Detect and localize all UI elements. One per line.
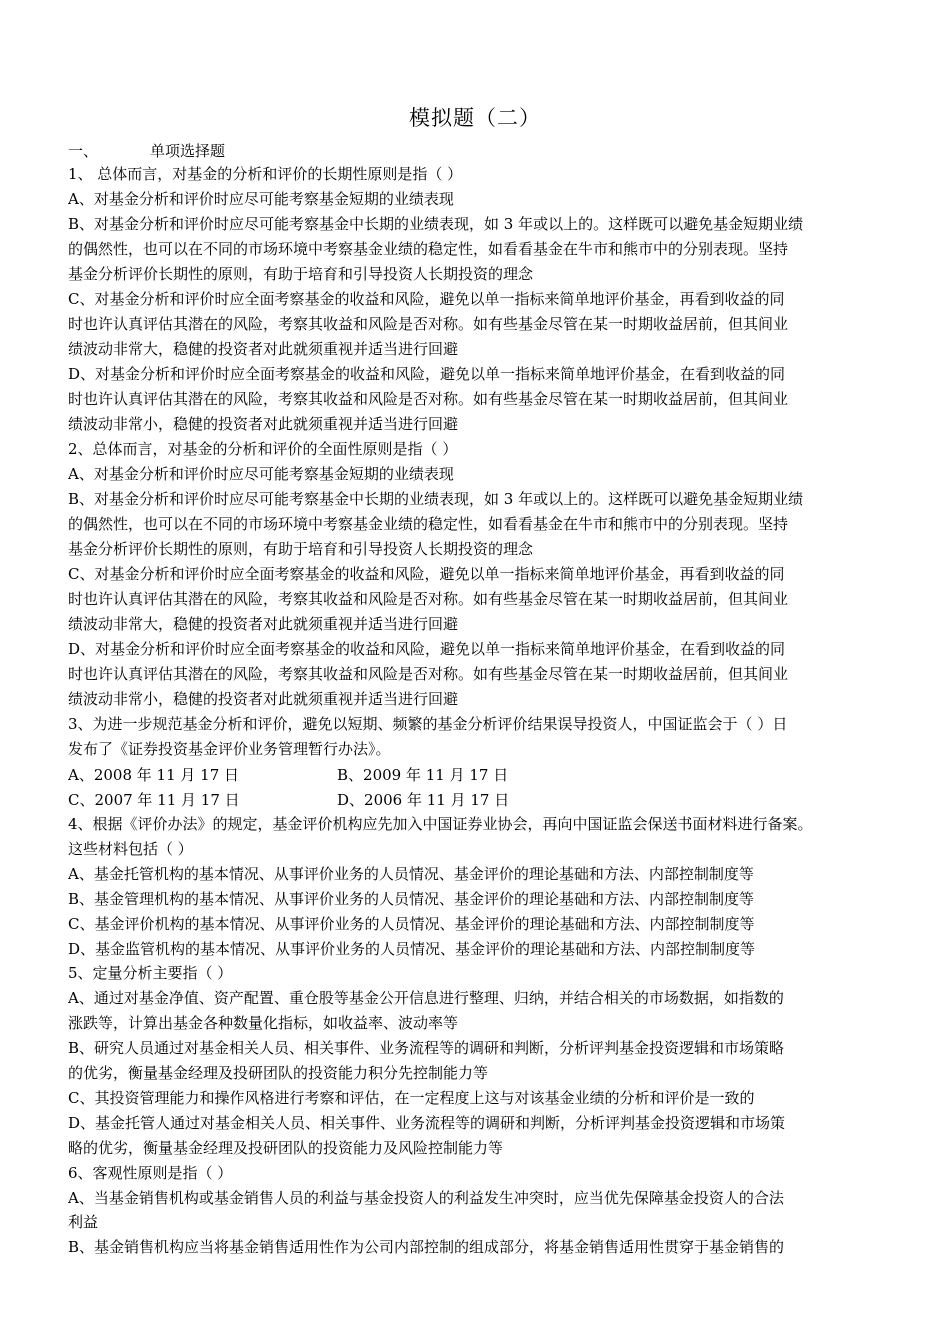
text-line: B、研究人员通过对基金相关人员、相关事件、业务流程等的调研和判断，分析评判基金投资逻辑和市场策略 [68,1039,785,1058]
text-line: 绩波动非常大，稳健的投资者对此就须重视并适当进行回避 [68,615,459,633]
text-line: C、基金评价机构的基本情况、从事评价业务的人员情况、基金评价的理论基础和方法、内部控制制度等 [68,914,755,933]
text-line: D、对基金分析和评价时应全面考察基金的收益和风险，避免以单一指标来简单地评价基金，在看到收益的同 [68,365,786,383]
text-line: A、对基金分析和评价时应尽可能考察基金短期的业绩表现 [68,465,454,483]
text-line: 时也许认真评估其潜在的风险，考察其收益和风险是否对称。如有些基金尽管在某一时期收益居前，但其间业 [68,390,789,408]
text-line: D、基金托管人通过对基金相关人员、相关事件、业务流程等的调研和判断，分析评判基金投资逻辑和市场策 [68,1113,786,1132]
text-line: 4、根据《评价办法》的规定，基金评价机构应先加入中国证券业协会，再向中国证监会保送书面材料进行备案。 [68,815,813,833]
q3-options-row-1 [68,763,888,787]
section-heading [68,139,888,163]
text-line: B、对基金分析和评价时应尽可能考察基金中长期的业绩表现，如 3 年或以上的。这样既可以避免基金短期业绩 [68,490,804,508]
section-label: 单项选择题 [150,142,226,160]
text-line: 1、 总体而言，对基金的分析和评价的长期性原则是指（ ） [68,165,463,183]
text-line: D、基金监管机构的基本情况、从事评价业务的人员情况、基金评价的理论基础和方法、内部控制制度等 [68,939,756,958]
text-line: 时也许认真评估其潜在的风险，考察其收益和风险是否对称。如有些基金尽管在某一时期收益居前，但其间业 [68,315,789,333]
text-line: 时也许认真评估其潜在的风险，考察其收益和风险是否对称。如有些基金尽管在某一时期收益居前，但其间业 [68,665,789,683]
text-line: 的偶然性，也可以在不同的市场环境中考察基金业绩的稳定性，如看看基金在牛市和熊市中的分别表现。坚持 [68,240,789,258]
text-line: D、对基金分析和评价时应全面考察基金的收益和风险，避免以单一指标来简单地评价基金，在看到收益的同 [68,640,786,658]
q3-option-d: D、2006 年 11 月 17 日 [337,791,510,809]
q3-options-row-2 [68,788,888,812]
text-line: 发布了《证券投资基金评价业务管理暂行办法》。 [68,740,391,758]
q3-option-b: B、2009 年 11 月 17 日 [337,766,509,784]
text-line: A、基金托管机构的基本情况、从事评价业务的人员情况、基金评价的理论基础和方法、内部控制制度等 [68,864,754,883]
text-line: 时也许认真评估其潜在的风险，考察其收益和风险是否对称。如有些基金尽管在某一时期收益居前，但其间业 [68,590,789,608]
q3-option-c: C、2007 年 11 月 17 日 [68,791,240,809]
text-line: 利益 [68,1213,99,1232]
text-line: 6、客观性原则是指（ ） [68,1163,233,1182]
text-line: 基金分析评价长期性的原则，有助于培育和引导投资人长期投资的理念 [68,265,534,283]
text-line: C、对基金分析和评价时应全面考察基金的收益和风险，避免以单一指标来简单地评价基金，再看到收益的同 [68,565,785,583]
text-line: 绩波动非常小，稳健的投资者对此就须重视并适当进行回避 [68,690,459,708]
text-line: 2、总体而言，对基金的分析和评价的全面性原则是指（ ） [68,440,458,458]
text-line: 这些材料包括（ ） [68,839,193,858]
text-line: 绩波动非常小，稳健的投资者对此就须重视并适当进行回避 [68,415,459,433]
page-title: 模拟题（二） [409,106,541,130]
text-line: 绩波动非常大，稳健的投资者对此就须重视并适当进行回避 [68,340,459,358]
q3-option-a: A、2008 年 11 月 17 日 [68,766,240,784]
text-line: 的偶然性，也可以在不同的市场环境中考察基金业绩的稳定性，如看看基金在牛市和熊市中的分别表现。坚持 [68,515,789,533]
text-line: 略的优劣，衡量基金经理及投研团队的投资能力及风险控制能力等 [68,1138,504,1157]
text-line: 涨跌等，计算出基金各种数量化指标，如收益率、波动率等 [68,1014,459,1033]
text-line: B、对基金分析和评价时应尽可能考察基金中长期的业绩表现，如 3 年或以上的。这样既可以避免基金短期业绩 [68,215,804,233]
text-line: A、对基金分析和评价时应尽可能考察基金短期的业绩表现 [68,190,454,208]
text-line: 5、定量分析主要指（ ） [68,964,233,983]
text-line: 3、为进一步规范基金分析和评价，避免以短期、频繁的基金分析评价结果误导投资人，中国证监会于（ ）日 [68,715,788,733]
text-line: C、对基金分析和评价时应全面考察基金的收益和风险，避免以单一指标来简单地评价基金，再看到收益的同 [68,290,785,308]
section-number: 一、 [68,142,99,160]
text-line: A、当基金销售机构或基金销售人员的利益与基金投资人的利益发生冲突时，应当优先保障基金投资人的合法 [68,1188,784,1207]
text-line: 基金分析评价长期性的原则，有助于培育和引导投资人长期投资的理念 [68,540,534,558]
text-line: C、其投资管理能力和操作风格进行考察和评估，在一定程度上这与对该基金业绩的分析和评价是一致的 [68,1088,755,1107]
text-line: B、基金销售机构应当将基金销售适用性作为公司内部控制的组成部分，将基金销售适用性贯穿于基金销售的 [68,1238,785,1257]
text-line: A、通过对基金净值、资产配置、重仓股等基金公开信息进行整理、归纳，并结合相关的市场数据，如指数的 [68,989,784,1008]
text-line: 的优劣，衡量基金经理及投研团队的投资能力积分先控制能力等 [68,1064,489,1082]
text-line: B、基金管理机构的基本情况、从事评价业务的人员情况、基金评价的理论基础和方法、内部控制制度等 [68,889,755,908]
